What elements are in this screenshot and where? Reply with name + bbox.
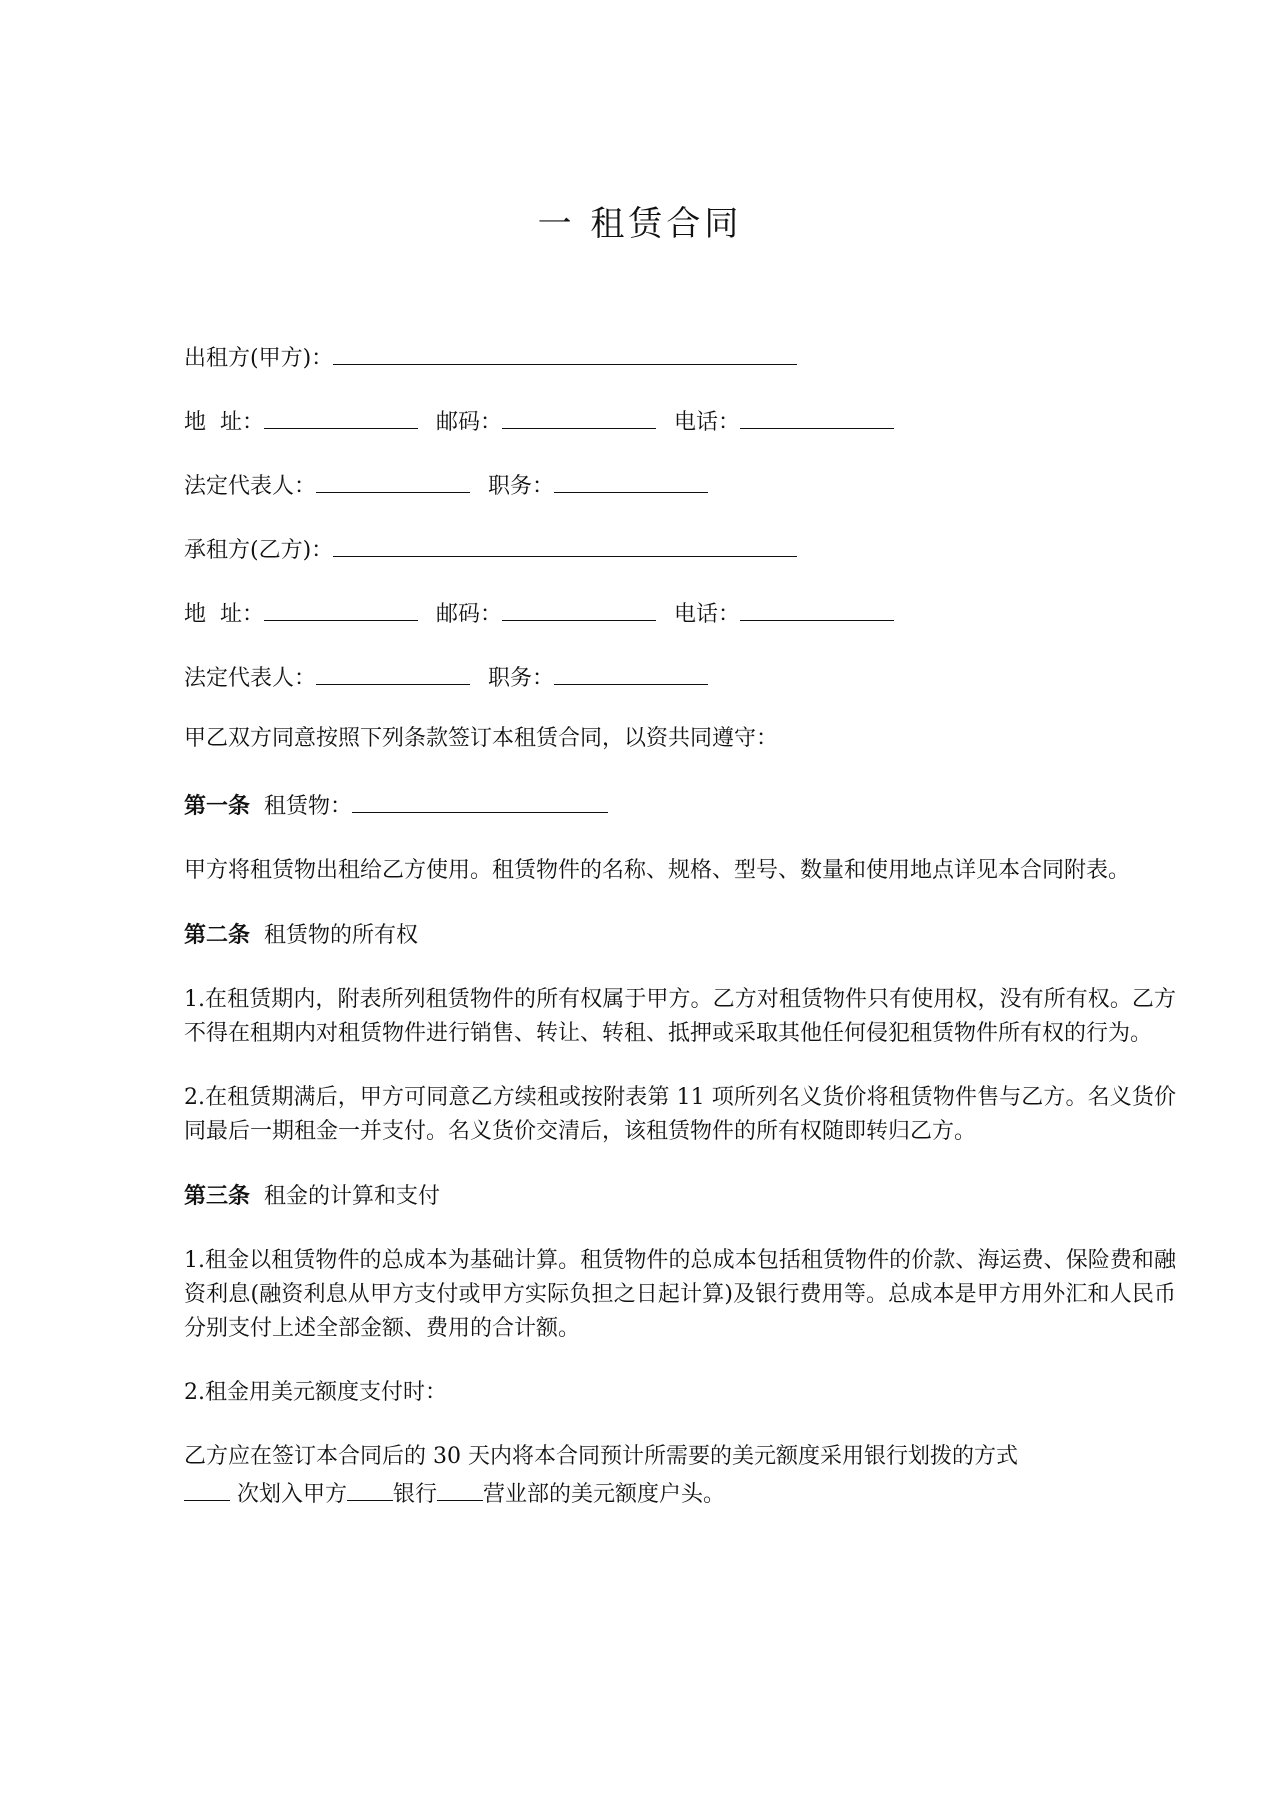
- article-2-paragraph-2: 2.在租赁期满后，甲方可同意乙方续租或按附表第 11 项所列名义货价将租赁物件售与乙方。名义货价同最后一期租金一并支付。名义货价交清后，该租赁物件的所有权随即转归乙方。: [184, 1085, 1176, 1144]
- lessee-postcode-label: 邮码：: [436, 602, 503, 627]
- lessee-address-label: 地 址：: [184, 602, 264, 627]
- lessee-phone-blank[interactable]: [740, 594, 894, 621]
- lessor-postcode-blank[interactable]: [502, 402, 656, 429]
- article-1-number: 第一条: [184, 793, 251, 819]
- article-3-title: 租金的计算和支付: [264, 1184, 441, 1209]
- lessee-address-row: [184, 594, 1176, 628]
- lessor-position-blank[interactable]: [554, 466, 708, 493]
- lessor-name-row: [184, 338, 1176, 372]
- lessor-rep-blank[interactable]: [316, 466, 470, 493]
- lease-item-blank[interactable]: [352, 786, 608, 813]
- lessee-position-label: 职务：: [488, 666, 555, 691]
- paragraph-3-text-a: 乙方应在签订本合同后的 30 天内将本合同预计所需要的美元额度采用银行划拨的方式: [184, 1444, 1018, 1469]
- lessee-name-row: [184, 530, 1176, 564]
- lessor-name-blank[interactable]: [333, 338, 797, 365]
- lessee-name-blank[interactable]: [333, 530, 797, 557]
- paragraph-3-text-b: 次划入甲方: [230, 1482, 347, 1507]
- article-2-heading: [184, 918, 1176, 953]
- lessor-phone-label: 电话：: [674, 410, 741, 435]
- lessor-address-blank[interactable]: [264, 402, 418, 429]
- lessee-rep-label: 法定代表人：: [184, 666, 317, 691]
- lessor-address-row: [184, 402, 1176, 436]
- lessor-postcode-label: 邮码：: [436, 410, 503, 435]
- lessee-position-blank[interactable]: [554, 658, 708, 685]
- lessor-position-label: 职务：: [488, 474, 555, 499]
- article-3-number: 第三条: [184, 1183, 251, 1209]
- branch-name-blank[interactable]: [437, 1474, 483, 1501]
- lessor-rep-label: 法定代表人：: [184, 474, 317, 499]
- article-3-paragraph-1: 1.租金以租赁物件的总成本为基础计算。租赁物件的总成本包括租赁物件的价款、海运费、保险费和融资利息(融资利息从甲方支付或甲方实际负担之日起计算)及银行费用等。总成本是甲方用外汇和人民币分别支付上述全部金额、费用的合计额。: [184, 1248, 1176, 1341]
- lessor-phone-blank[interactable]: [740, 402, 894, 429]
- lessee-phone-label: 电话：: [674, 602, 741, 627]
- article-3-paragraph-2: 2.租金用美元额度支付时：: [184, 1380, 447, 1405]
- lessor-rep-row: [184, 466, 1176, 500]
- lessor-address-label: 地 址：: [184, 410, 264, 435]
- article-3-heading: [184, 1179, 1176, 1214]
- lessor-label: 出租方(甲方)：: [184, 346, 334, 371]
- document-title: 一 租赁合同: [537, 204, 743, 244]
- article-1-title: 租赁物：: [264, 794, 353, 819]
- article-2-title: 租赁物的所有权: [264, 923, 419, 948]
- article-1-heading: [184, 786, 1176, 824]
- lessee-label: 承租方(乙方)：: [184, 538, 334, 563]
- paragraph-3-text-c: 银行: [393, 1482, 438, 1507]
- bank-name-blank[interactable]: [347, 1474, 393, 1501]
- article-1-paragraph-1: 甲方将租赁物出租给乙方使用。租赁物件的名称、规格、型号、数量和使用地点详见本合同附表。: [184, 858, 1131, 883]
- article-2-paragraph-1: 1.在租赁期内，附表所列租赁物件的所有权属于甲方。乙方对租赁物件只有使用权，没有所有权。乙方不得在租期内对租赁物件进行销售、转让、转租、抵押或采取其他任何侵犯租赁物件所有权的行为。: [184, 987, 1176, 1046]
- article-3-paragraph-3: [184, 1440, 1176, 1512]
- lessee-address-blank[interactable]: [264, 594, 418, 621]
- article-2-number: 第二条: [184, 922, 251, 948]
- lessee-postcode-blank[interactable]: [502, 594, 656, 621]
- contract-body: [184, 338, 1176, 1542]
- lessee-rep-row: [184, 658, 1176, 692]
- lessee-rep-blank[interactable]: [316, 658, 470, 685]
- paragraph-3-text-d: 营业部的美元额度户头。: [483, 1482, 726, 1507]
- intro-paragraph: 甲乙双方同意按照下列条款签订本租赁合同，以资共同遵守：: [184, 726, 779, 751]
- transfer-count-blank[interactable]: [184, 1474, 230, 1501]
